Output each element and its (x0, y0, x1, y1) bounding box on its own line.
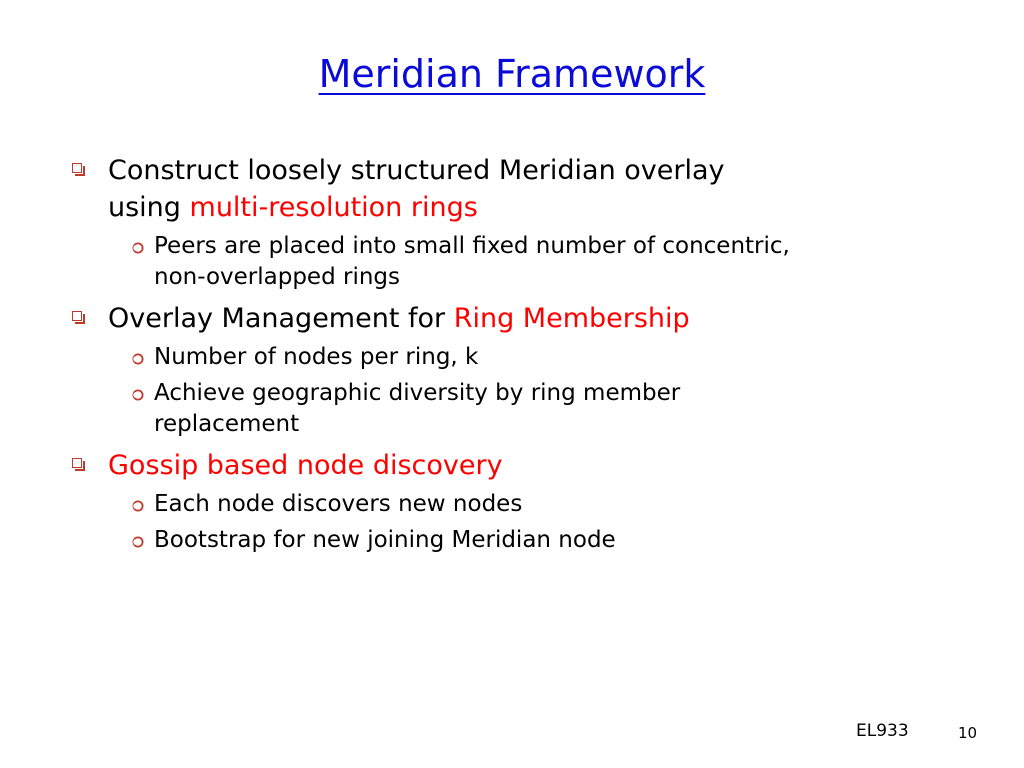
crescent-bullet-icon (132, 389, 144, 401)
crescent-bullet-icon (132, 242, 144, 254)
bullet-1-line1: Construct loosely structured Meridian overlay (108, 155, 725, 186)
sub-item-line1: Achieve geographic diversity by ring member (154, 380, 681, 406)
sub-item-line1: Each node discovers new nodes (154, 491, 523, 517)
crescent-bullet-icon (132, 536, 144, 548)
bullet-1-line2 (108, 189, 950, 226)
bullet-3-sub-2 (132, 525, 950, 556)
sub-item-line2: non-overlapped rings (154, 264, 400, 290)
box-bullet-icon (72, 458, 85, 471)
bullet-3-highlight: Gossip based node discovery (108, 450, 503, 481)
sub-item-line1: Number of nodes per ring, k (154, 344, 479, 370)
bullet-2-prefix: Overlay Management for (108, 303, 454, 334)
bullet-2 (70, 300, 950, 337)
bullet-1-highlight: multi-resolution rings (189, 192, 478, 223)
bullet-2-sub-1 (132, 342, 950, 373)
bullet-2-sub-2 (132, 378, 950, 440)
bullet-2-highlight: Ring Membership (453, 303, 690, 334)
bullet-3-sub-1 (132, 489, 950, 520)
bullet-3 (70, 447, 950, 484)
sub-item-line1: Bootstrap for new joining Meridian node (154, 527, 616, 553)
bullet-list (70, 152, 950, 556)
page-number: 10 (958, 724, 978, 742)
box-bullet-icon (72, 311, 85, 324)
slide-title: Meridian Framework (318, 52, 706, 96)
footer-course: EL933 (856, 721, 909, 741)
bullet-1 (70, 152, 950, 226)
box-bullet-icon (72, 163, 85, 176)
bullet-1-prefix: using (108, 192, 190, 223)
bullet-1-sub-1 (132, 231, 950, 293)
crescent-bullet-icon (132, 500, 144, 512)
bullet-2-line1 (108, 300, 950, 337)
sub-item-line1: Peers are placed into small fixed number of concentric, (154, 233, 790, 259)
crescent-bullet-icon (132, 353, 144, 365)
sub-item-line2: replacement (154, 411, 300, 437)
